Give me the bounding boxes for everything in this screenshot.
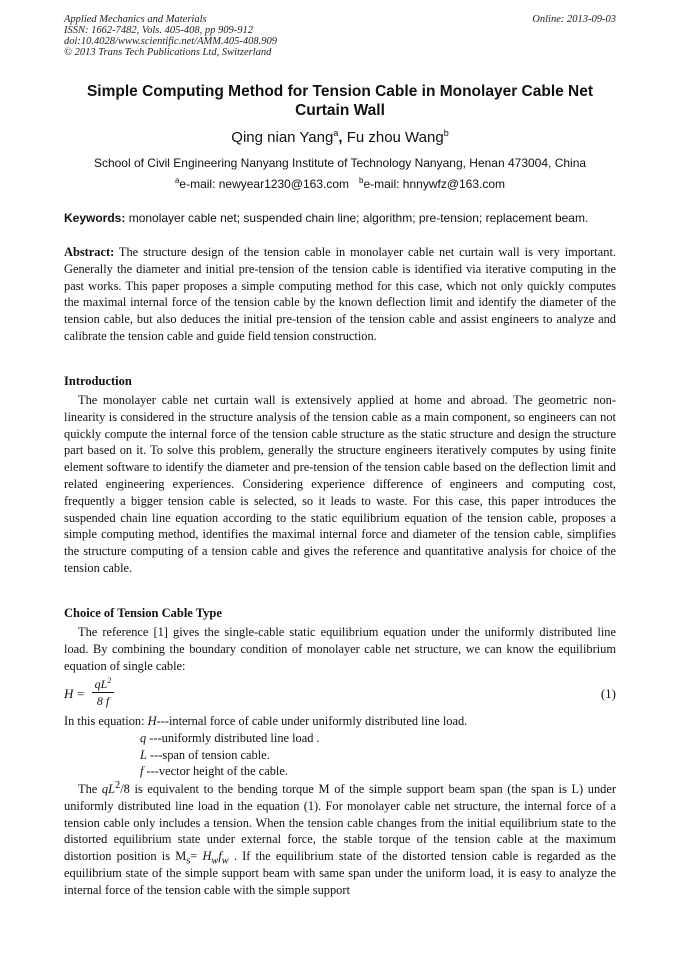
equation-numerator: $qL^2$ <box>92 676 114 693</box>
issn-line: ISSN: 1662-7482, Vols. 405-408, pp 909-912 <box>64 25 253 36</box>
abstract-text: The structure design of the tension cable in monolayer cable net curtain wall is very important. Generally the diameter and initial pre-tension of the tension cable is identified via iterative computing in the past works. This paper proposes a simple computing method for this case, which not only quickly computes the maximal internal force of the tension cable by the known deflection limit and identify the diameter of the tension cable, but also deduces the initial pre-tension of the tension cable and assist engineers to analyze and calibrate the tension cable and guide field tension construction. <box>64 245 616 343</box>
email-line <box>64 177 616 191</box>
keywords-label: Keywords: <box>64 211 126 225</box>
equation-1 <box>64 676 616 712</box>
author-2: Fu zhou Wang <box>346 129 444 146</box>
author-2-affil-mark: b <box>443 128 449 138</box>
abstract-label: Abstract: <box>64 245 115 259</box>
def-q: q ---uniformly distributed line load . <box>140 730 320 745</box>
symbol-definitions <box>64 713 616 780</box>
choice-heading: Choice of Tension Cable Type <box>64 606 222 620</box>
affiliation: School of Civil Engineering Nanyang Institute of Technology Nanyang, Henan 473004, China <box>93 156 587 170</box>
journal-header <box>64 14 616 58</box>
author-1: Qing nian Yang <box>231 129 334 146</box>
introduction-heading: Introduction <box>64 374 132 388</box>
author-1-affil-mark: a <box>333 128 339 138</box>
keywords <box>64 211 616 225</box>
email-a-mark: a <box>174 176 180 185</box>
online-date: Online: 2013-09-03 <box>532 14 616 25</box>
torque-paragraph: The $qL^2/8$ is equivalent to the bending torque M of the simple support beam span (the span is L) under uniformly distributed line load in the equation (1). For monolayer cable net structure, the internal force of a tension cable only includes a tension. When the tension cable changes from the initial equilibrium state to the distorted equilibrium state under external force, the stable torque of the tension cable at the maximum distortion position is $M_s= H_wf_w$ . If the equilibrium state of the distorted tension cable is regarded as the equilibrium state of the simple support beam with same span under the uniform load, it is easy to analyze the internal force of the tension cable with the simple support <box>64 779 616 897</box>
choice-paragraph: The reference [1] gives the single-cable static equilibrium equation under the uniformly distributed line load. By combining the boundary condition of monolayer cable net structure, we can know the equilibrium equation of single cable: <box>64 625 616 673</box>
email-b: e-mail: hnnywfz@163.com <box>363 177 506 191</box>
doi-line: doi:10.4028/www.scientific.net/AMM.405-408.909 <box>64 36 277 47</box>
keywords-text: monolayer cable net; suspended chain line; algorithm; pre-tension; replacement beam. <box>125 211 589 225</box>
def-h: In this equation: H---internal force of cable under uniformly distributed line load. <box>64 714 468 728</box>
journal-name: Applied Mechanics and Materials <box>64 14 207 25</box>
copyright-line: © 2013 Trans Tech Publications Ltd, Switzerland <box>64 47 272 58</box>
def-l: L ---span of tension cable. <box>140 747 270 762</box>
email-a: e-mail: newyear1230@163.com <box>179 177 350 191</box>
equation-number: (1) <box>600 686 616 701</box>
email-b-mark: b <box>359 176 364 185</box>
author-separator: , <box>338 129 347 146</box>
abstract <box>64 244 616 345</box>
equation-equals: = <box>77 686 85 701</box>
equation-lhs: H <box>64 686 74 701</box>
introduction-paragraph: The monolayer cable net curtain wall is extensively applied at home and abroad. The geometric non-linearity is considered in the structure analysis of the tension cable as a main component, so engineers can not quickly compute the internal force of the tension cable structure as the static structure and design the structure part based on it. To solve this problem, generally the structure engineers iteratively computes by using finite element software to identify the diameter and pre-tension of the tension cable based on the deflection limit and related engineering experiences. Considering experience difference of engineers and computing cost, frequently a bigger tension cable is selected, so it leads to waste. For this case, this paper introduces the suspended chain line equation according to the static equilibrium equation of the tension cable, proposes a simple computing method, identifies the maximal internal force and diameter of the tension cable, simplifies the structure computing of a tension cable and gives the reference and quantitative analysis for choice of the tension cable. <box>64 393 616 575</box>
equation-denominator: 8 f <box>96 694 110 708</box>
def-f: f ---vector height of the cable. <box>140 764 288 779</box>
equation-fraction <box>92 676 114 710</box>
paper-title: Simple Computing Method for Tension Cable in Monolayer Cable Net Curtain Wall <box>86 83 594 119</box>
author-line <box>64 129 616 147</box>
